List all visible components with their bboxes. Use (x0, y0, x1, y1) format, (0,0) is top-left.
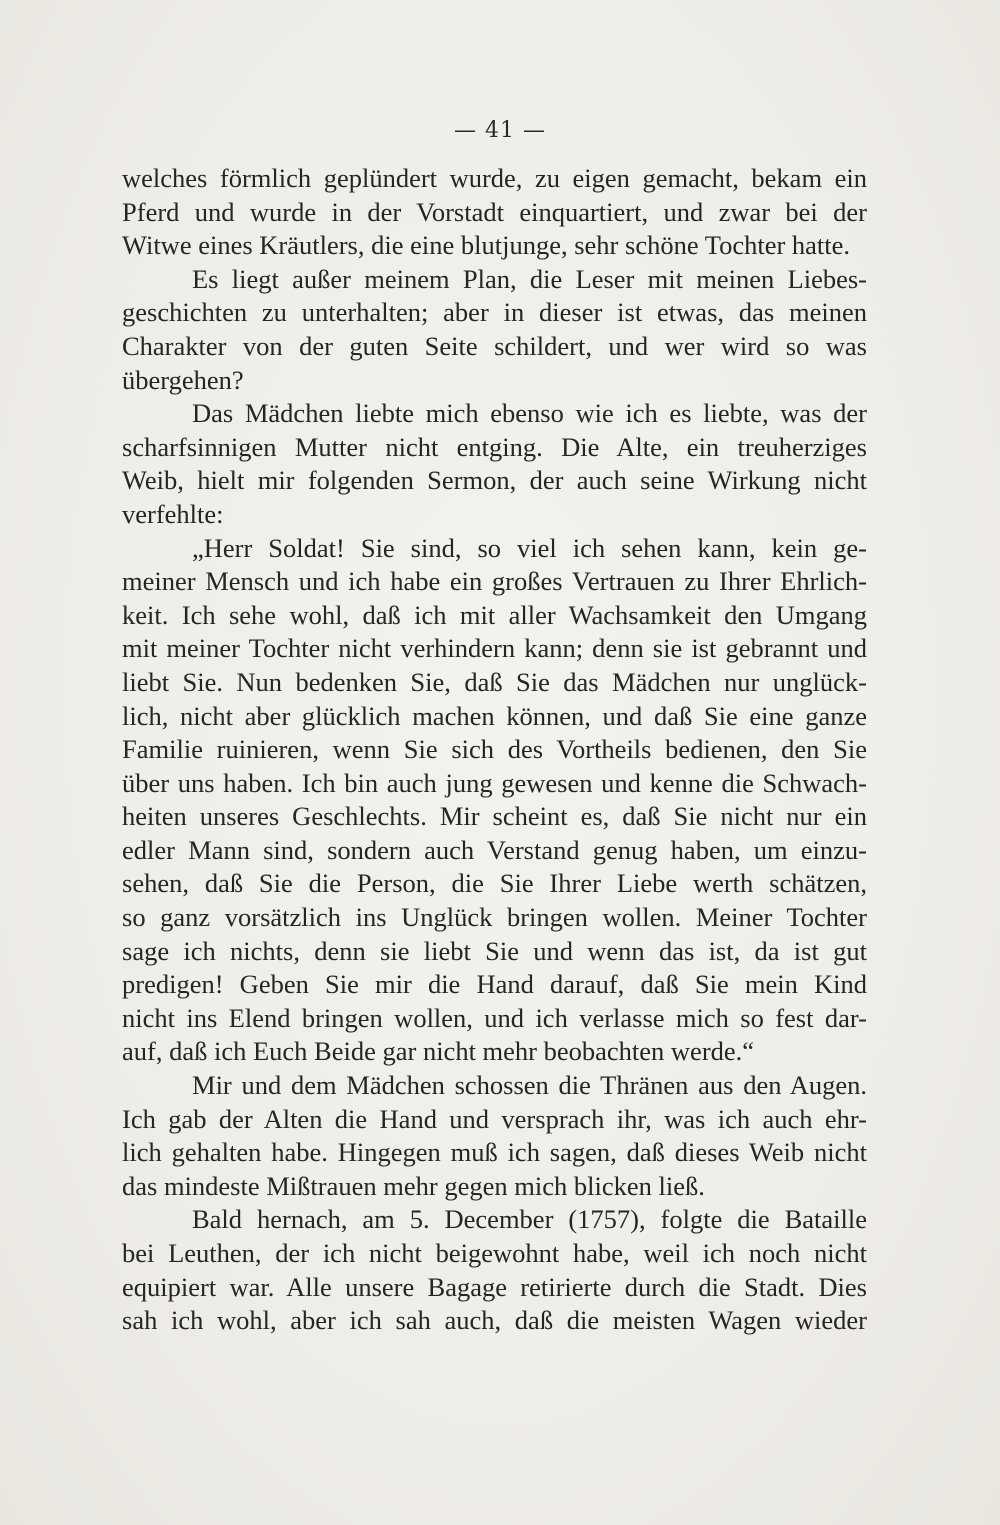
text-line: welches förmlich geplündert wurde, zu eigen gemacht, bekam ein (122, 163, 867, 193)
text-line: keit. Ich sehe wohl, daß ich mit aller Wachsamkeit den Umgang (122, 599, 867, 630)
text-line: sah ich wohl, aber ich sah auch, daß die meisten Wagen wieder (122, 1305, 867, 1336)
text-line: predigen! Geben Sie mir die Hand darauf, daß Sie mein Kind (122, 969, 867, 1000)
text-line: „Herr Soldat! Sie sind, so viel ich sehen kann, kein ge- (192, 532, 867, 563)
text-line: Bald hernach, am 5. December (1757), folgte die Bataille (192, 1204, 867, 1235)
text-line: liebt Sie. Nun bedenken Sie, daß Sie das Mädchen nur unglück- (122, 666, 867, 697)
text-line: meiner Mensch und ich habe ein großes Vertrauen zu Ihrer Ehrlich- (122, 566, 867, 597)
text-line: Weib, hielt mir folgenden Sermon, der auch seine Wirkung nicht (122, 465, 867, 496)
text-line: Mir und dem Mädchen schossen die Thränen aus den Augen. (192, 1070, 867, 1101)
text-line: lich, nicht aber glücklich machen können, und daß Sie eine ganze (122, 700, 867, 731)
text-line: Das Mädchen liebte mich ebenso wie ich es liebte, was der (192, 398, 867, 429)
text-line: bei Leuthen, der ich nicht beigewohnt habe, weil ich noch nicht (122, 1238, 867, 1268)
text-line: Charakter von der guten Seite schildert, und wer wird so was (122, 330, 867, 361)
text-line: auf, daß ich Euch Beide gar nicht mehr beobachten werde.“ (122, 1036, 755, 1067)
text-line: übergehen? (122, 364, 244, 395)
text-line: das mindeste Mißtrauen mehr gegen mich blicken ließ. (122, 1170, 705, 1201)
text-line: sehen, daß Sie die Person, die Sie Ihrer Liebe werth schätzen, (122, 868, 867, 899)
text-line: Witwe eines Kräutlers, die eine blutjunge, sehr schöne Tochter hatte. (122, 230, 851, 261)
text-line: sage ich nichts, denn sie liebt Sie und wenn das ist, da ist gut (122, 935, 867, 966)
text-line: equipiert war. Alle unsere Bagage retirierte durch die Stadt. Dies (122, 1271, 867, 1302)
text-line: geschichten zu unterhalten; aber in dieser ist etwas, das meinen (122, 297, 867, 328)
text-line: edler Mann sind, sondern auch Verstand genug haben, um einzu- (122, 834, 867, 865)
text-line: mit meiner Tochter nicht verhindern kann; denn sie ist gebrannt und (122, 633, 867, 664)
page-number: — 41 — (454, 118, 546, 143)
text-line: verfehlte: (122, 498, 224, 529)
text-line: Ich gab der Alten die Hand und versprach ihr, was ich auch ehr- (122, 1103, 867, 1134)
text-line: heiten unseres Geschlechts. Mir scheint es, daß Sie nicht nur ein (122, 801, 867, 832)
text-line: Familie ruinieren, wenn Sie sich des Vortheils bedienen, den Sie (122, 734, 867, 765)
text-line: scharfsinnigen Mutter nicht entging. Die Alte, ein treuherziges (122, 431, 867, 462)
text-line: nicht ins Elend bringen wollen, und ich verlasse mich so fest dar- (122, 1002, 867, 1033)
text-line: so ganz vorsätzlich ins Unglück bringen wollen. Meiner Tochter (122, 902, 867, 933)
text-line: lich gehalten habe. Hingegen muß ich sagen, daß dieses Weib nicht (122, 1137, 867, 1168)
text-line: Pferd und wurde in der Vorstadt einquartiert, und zwar bei der (122, 196, 867, 227)
text-line: Es liegt außer meinem Plan, die Leser mit meinen Liebes- (192, 263, 867, 294)
text-line: über uns haben. Ich bin auch jung gewesen und kenne die Schwach- (122, 767, 867, 798)
body-text (122, 162, 867, 1338)
